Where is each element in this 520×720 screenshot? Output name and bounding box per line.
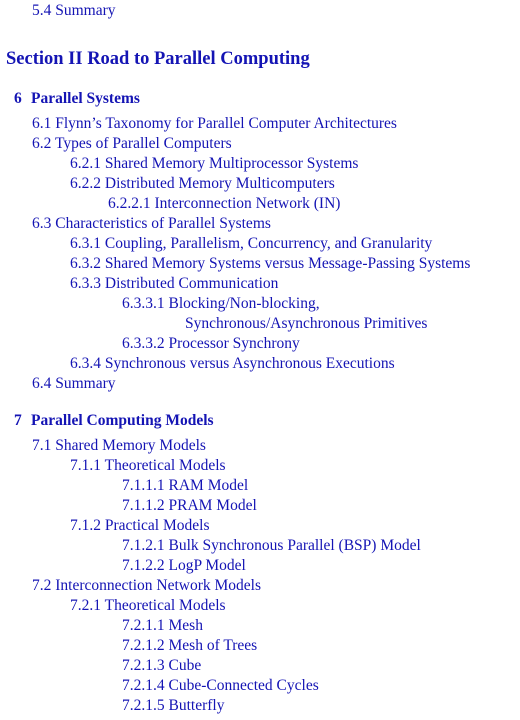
toc-entry-link[interactable]: 7.1.2.1 Bulk Synchronous Parallel (BSP) Model — [122, 537, 421, 554]
toc-entry-link[interactable]: 7.1.1.1 RAM Model — [122, 477, 249, 494]
toc-entry-6-3-2[interactable] — [70, 254, 470, 274]
chapter-7-heading[interactable] — [14, 411, 214, 431]
toc-entry-7-1-2-2[interactable] — [122, 556, 246, 576]
toc-entry-7-1-1[interactable] — [70, 456, 226, 476]
toc-entry-link[interactable]: 7.1.1.2 PRAM Model — [122, 497, 257, 514]
toc-entry-7-2-1-1[interactable] — [122, 616, 203, 636]
toc-entry-6-3-3-1-cont[interactable] — [185, 314, 427, 334]
toc-entry-7-1-2-1[interactable] — [122, 536, 421, 556]
toc-entry-link[interactable]: 7.2.1.1 Mesh — [122, 617, 203, 634]
toc-entry-7-2-1-5[interactable] — [122, 696, 224, 716]
toc-entry-6-2[interactable] — [32, 134, 232, 154]
toc-entry-7-1-1-2[interactable] — [122, 496, 257, 516]
chapter-number: 6 — [14, 90, 22, 107]
toc-entry-6-4[interactable] — [32, 374, 116, 394]
toc-entry-link[interactable]: 7.1.1 Theoretical Models — [70, 457, 226, 474]
toc-entry-6-2-1[interactable] — [70, 154, 358, 174]
section-heading[interactable] — [6, 49, 310, 69]
toc-entry-link[interactable]: 6.3.4 Synchronous versus Asynchronous Executions — [70, 355, 395, 372]
toc-entry-link[interactable]: 6.3.3.1 Blocking/Non-blocking, — [122, 295, 320, 312]
toc-entry-7-2[interactable] — [32, 576, 261, 596]
toc-entry-link[interactable]: 6.3.3.2 Processor Synchrony — [122, 335, 300, 352]
toc-entry-link[interactable]: 6.2.2 Distributed Memory Multicomputers — [70, 175, 335, 192]
toc-entry-7-2-1-3[interactable] — [122, 656, 201, 676]
toc-entry-link[interactable]: 6.3 Characteristics of Parallel Systems — [32, 215, 271, 232]
toc-entry-6-2-2[interactable] — [70, 174, 335, 194]
toc-entry-6-3[interactable] — [32, 214, 271, 234]
toc-entry-link[interactable]: 6.4 Summary — [32, 375, 116, 392]
chapter-6-heading[interactable] — [14, 89, 140, 109]
toc-entry-link[interactable]: 7.1.2.2 LogP Model — [122, 557, 246, 574]
toc-entry-link[interactable]: 6.3.2 Shared Memory Systems versus Message-Passing Systems — [70, 255, 471, 272]
chapter-6-title[interactable]: Parallel Systems — [31, 90, 140, 107]
toc-entry-link[interactable]: 7.2.1 Theoretical Models — [70, 597, 226, 614]
toc-entry-5-4-summary[interactable]: 5.4 Summary — [32, 2, 116, 19]
chapter-7-title[interactable]: Parallel Computing Models — [31, 412, 214, 429]
toc-entry-7-1[interactable] — [32, 436, 206, 456]
toc-entry-7-2-1-2[interactable] — [122, 636, 257, 656]
toc-entry-link[interactable]: 7.1 Shared Memory Models — [32, 437, 206, 454]
toc-entry-6-1[interactable] — [32, 114, 397, 134]
toc-entry-7-1-1-1[interactable] — [122, 476, 248, 496]
toc-entry-link[interactable]: 7.2.1.2 Mesh of Trees — [122, 637, 258, 654]
toc-entry-7-1-2[interactable] — [70, 516, 209, 536]
toc-entry-link[interactable]: 6.3.3 Distributed Communication — [70, 275, 279, 292]
toc-entry-link[interactable]: 6.2.2.1 Interconnection Network (IN) — [108, 195, 341, 212]
chapter-number: 7 — [14, 412, 22, 429]
toc-entry-link[interactable]: 7.1.2 Practical Models — [70, 517, 210, 534]
toc-entry-link[interactable]: 6.1 Flynn’s Taxonomy for Parallel Computer Architectures — [32, 115, 397, 132]
toc-entry-link[interactable]: Synchronous/Asynchronous Primitives — [185, 315, 428, 332]
toc-entry[interactable] — [32, 1, 116, 21]
section-ii-title[interactable]: Section II Road to Parallel Computing — [6, 49, 310, 69]
toc-entry-6-3-3[interactable] — [70, 274, 278, 294]
toc-entry-7-2-1-4[interactable] — [122, 676, 319, 696]
toc-entry-link[interactable]: 7.2 Interconnection Network Models — [32, 577, 261, 594]
toc-entry-link[interactable]: 7.2.1.3 Cube — [122, 657, 202, 674]
toc-entry-link[interactable]: 7.2.1.4 Cube-Connected Cycles — [122, 677, 319, 694]
toc-entry-link[interactable]: 6.2.1 Shared Memory Multiprocessor Systems — [70, 155, 359, 172]
toc-entry-link[interactable]: 7.2.1.5 Butterfly — [122, 697, 225, 714]
toc-entry-link[interactable]: 6.2 Types of Parallel Computers — [32, 135, 232, 152]
toc-entry-6-3-3-1[interactable] — [122, 294, 320, 314]
toc-entry-link[interactable]: 6.3.1 Coupling, Parallelism, Concurrency, and Granularity — [70, 235, 433, 252]
toc-entry-6-3-4[interactable] — [70, 354, 395, 374]
toc-entry-7-2-1[interactable] — [70, 596, 226, 616]
toc-entry-6-2-2-1[interactable] — [108, 194, 340, 214]
toc-entry-6-3-1[interactable] — [70, 234, 432, 254]
toc-entry-6-3-3-2[interactable] — [122, 334, 300, 354]
